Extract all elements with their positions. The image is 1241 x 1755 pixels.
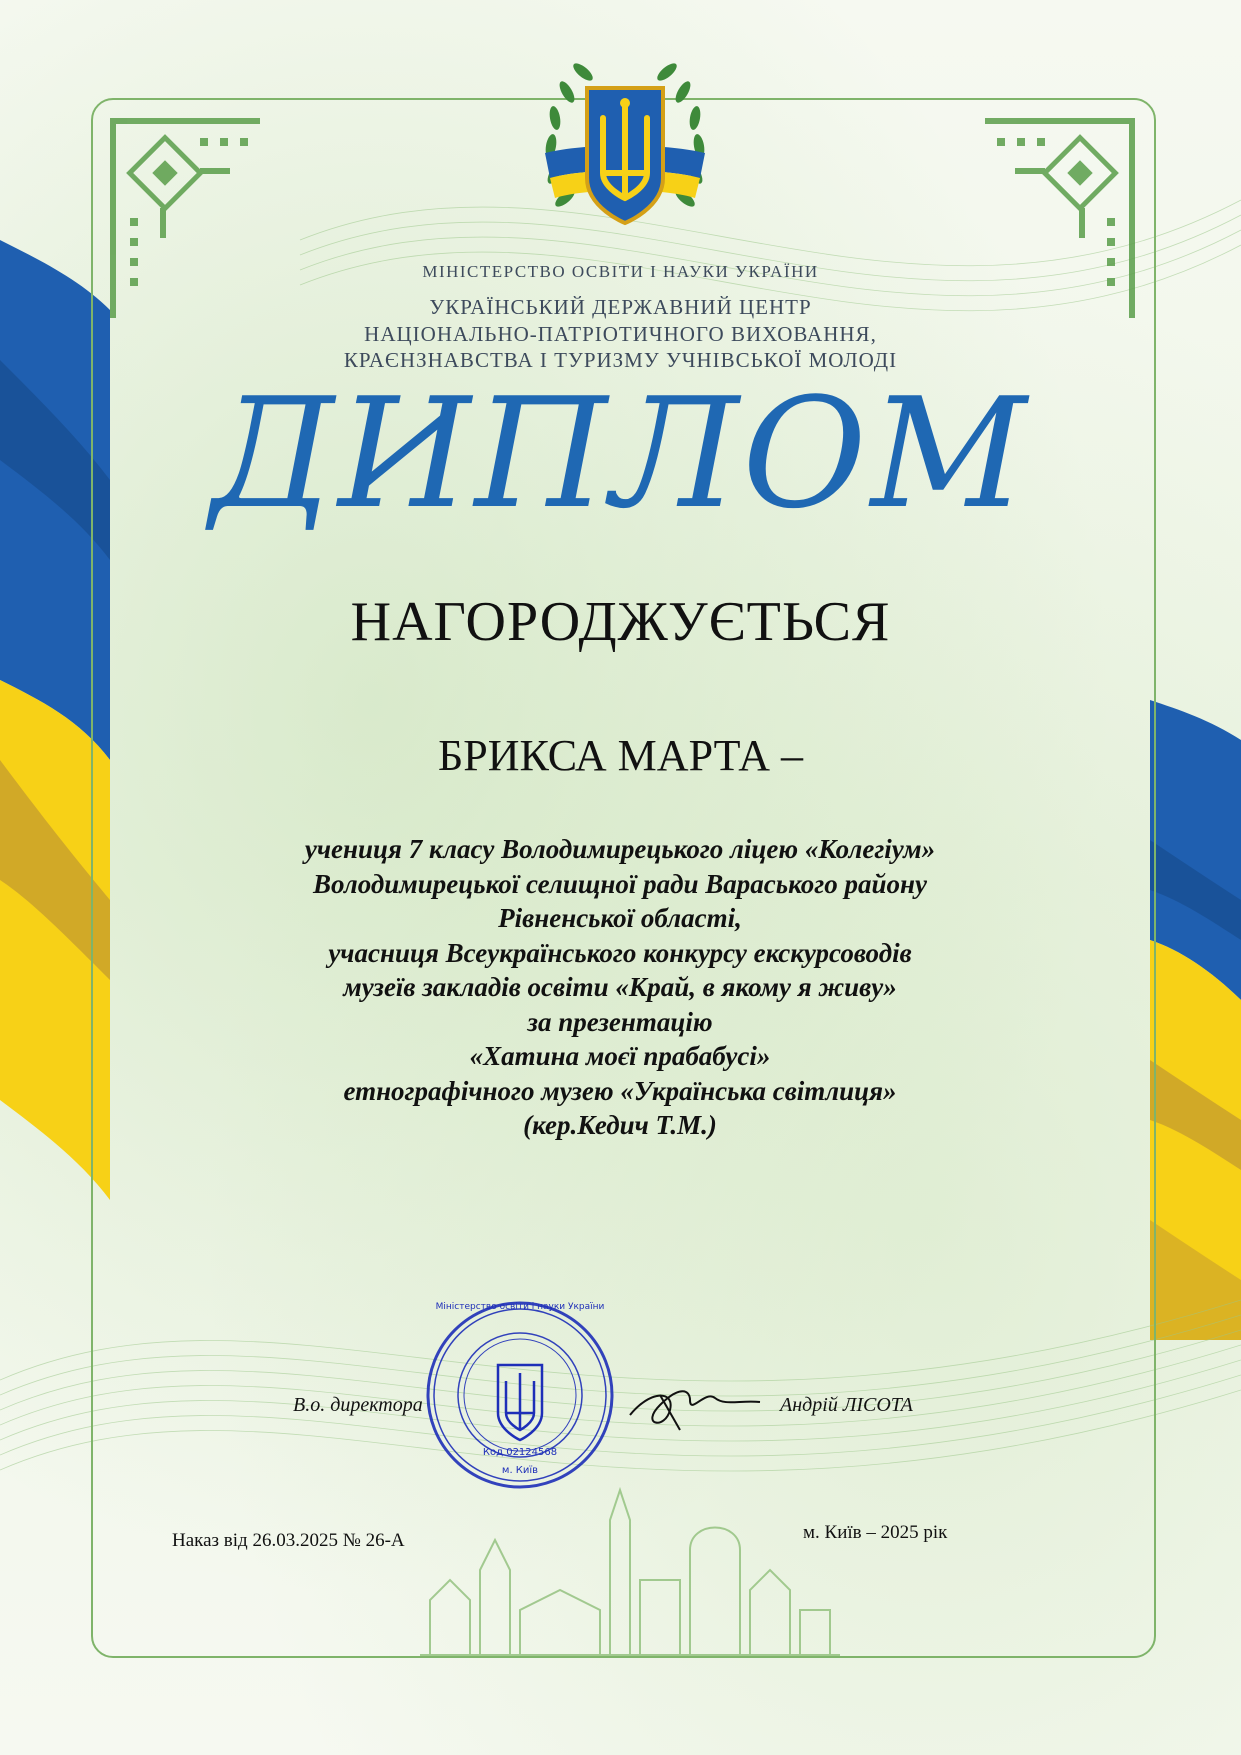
detail-line: етнографічного музею «Українська світлиця»: [343, 1075, 897, 1106]
detail-line: музеїв закладів освіти «Край, в якому я живу»: [343, 972, 897, 1002]
detail-line: за презентацію: [527, 1006, 713, 1037]
center-name-line-3: КРАЄНЗНАВСТВА І ТУРИЗМУ УЧНІВСЬКОЇ МОЛОДІ: [343, 348, 898, 372]
seal-outer-text: Міністерство освіти і науки України: [435, 1302, 605, 1312]
detail-line: учениця 7 класу Володимирецького ліцею «Колегіум»: [304, 834, 936, 864]
seal-code: Код 02124568: [482, 1447, 558, 1458]
detail-line: учасниця Всеукраїнського конкурсу екскурсоводів: [328, 937, 912, 968]
detail-line: «Хатина моєї прабабусі»: [469, 1041, 771, 1071]
official-seal-stamp: [420, 1295, 620, 1495]
detail-line: (кер.Кедич Т.М.): [523, 1110, 717, 1140]
coat-of-arms-trident-icon: [525, 48, 725, 248]
place-and-year: м. Київ – 2025 рік: [803, 1522, 948, 1543]
signatory-position: В.о. директора: [293, 1394, 423, 1416]
ministry-name: МІНІСТЕРСТВО ОСВІТИ І НАУКИ УКРАЇНИ: [422, 262, 819, 281]
signatory-name: Андрій ЛІСОТА: [780, 1394, 913, 1416]
award-details: [170, 832, 1070, 1143]
detail-line: Рівненської області,: [498, 903, 742, 933]
director-signature: [620, 1370, 770, 1440]
cityscape-illustration: [420, 1480, 840, 1660]
seal-city: м. Київ: [501, 1465, 539, 1476]
recipient-name: БРИКСА МАРТА –: [437, 731, 804, 780]
awarded-heading: НАГОРОДЖУЄТЬСЯ: [350, 591, 891, 653]
detail-line: Володимирецької селищної ради Вараського району: [313, 868, 927, 899]
order-reference: Наказ від 26.03.2025 № 26-А: [172, 1530, 405, 1551]
diploma-title: ДИПЛОМ: [210, 365, 1031, 542]
center-name-line-2: НАЦІОНАЛЬНО-ПАТРІОТИЧНОГО ВИХОВАННЯ,: [364, 322, 877, 346]
center-name-line-1: УКРАЇНСЬКИЙ ДЕРЖАВНИЙ ЦЕНТР: [429, 295, 812, 319]
